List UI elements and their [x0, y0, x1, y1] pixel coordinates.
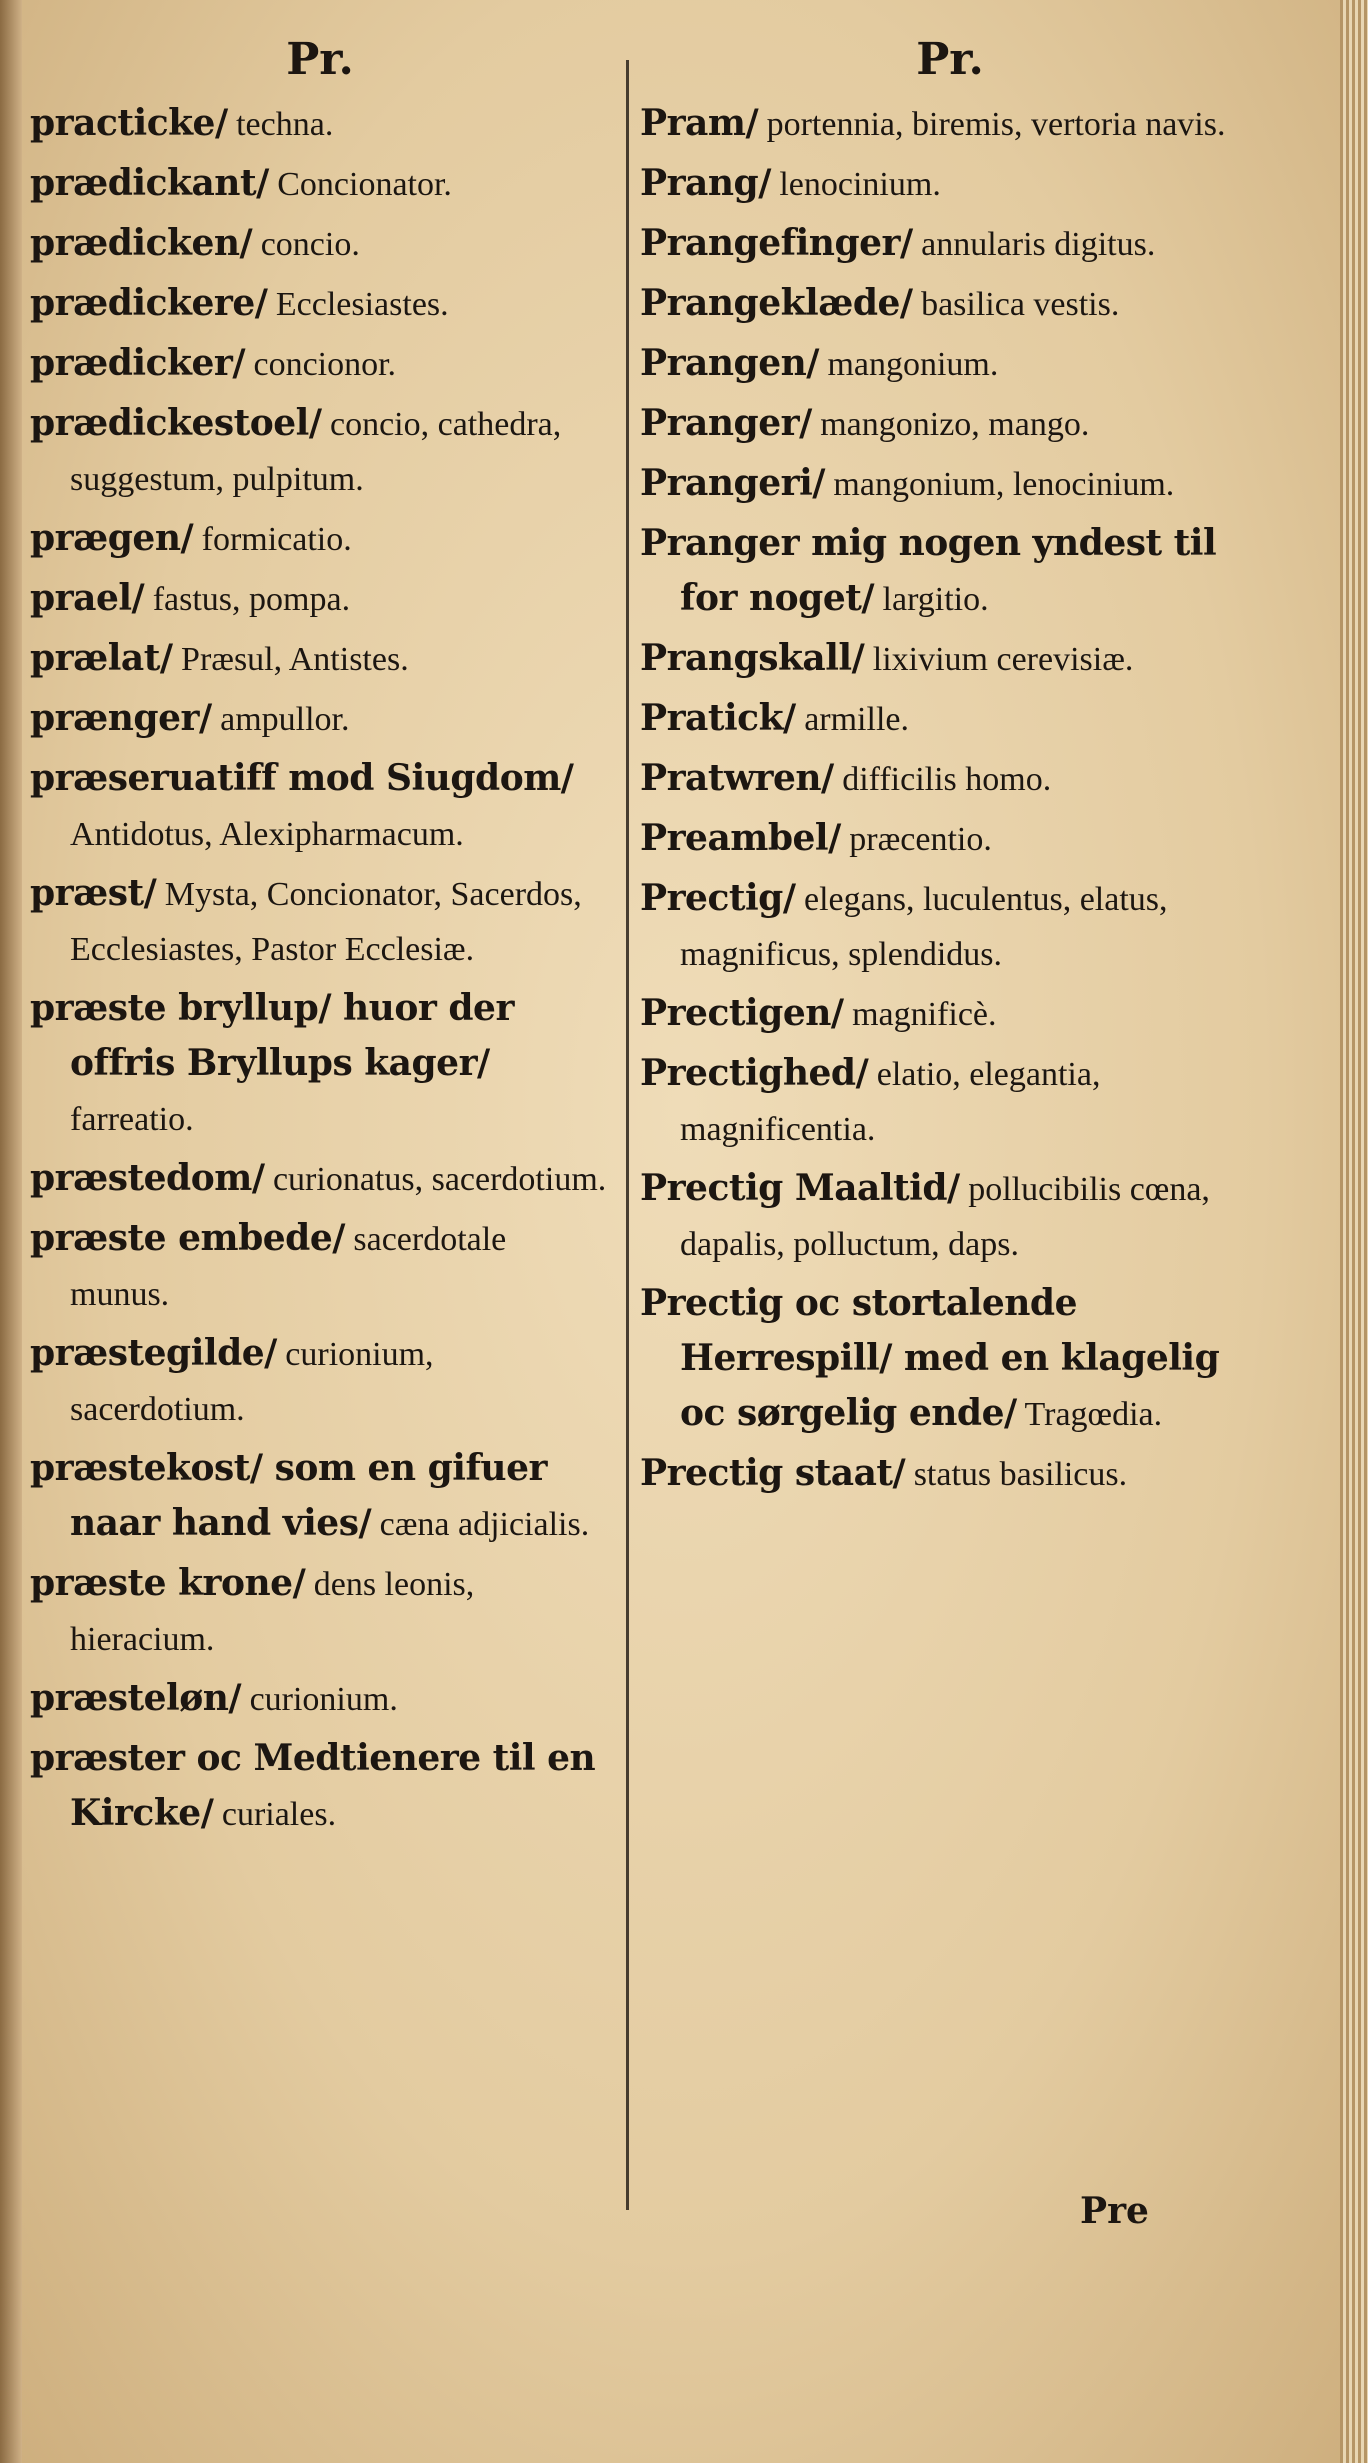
- entry-headword: prædickant/: [30, 162, 269, 204]
- entry-headword: præste embede/: [30, 1217, 345, 1259]
- entry-translation: Concionator.: [268, 166, 452, 203]
- entry-headword: præster oc Medtienere til en Kircke/: [30, 1737, 596, 1834]
- entry-translation: basilica vestis.: [912, 286, 1120, 323]
- dictionary-entry: [640, 811, 1260, 867]
- entry-headword: Prangskall/: [640, 637, 865, 679]
- entry-headword: prægen/: [30, 517, 194, 559]
- entry-headword: Pranger mig nogen yndest til for noget/: [640, 522, 1217, 619]
- dictionary-entry: [640, 96, 1260, 152]
- page-edges: [1340, 0, 1368, 2463]
- entry-headword: Pram/: [640, 102, 759, 144]
- right-column-header: Pr.: [916, 34, 984, 85]
- entry-headword: prædicker/: [30, 342, 245, 384]
- entry-headword: præsteløn/: [30, 1677, 242, 1719]
- dictionary-entry: [30, 571, 610, 627]
- dictionary-entry: [640, 1446, 1260, 1502]
- entry-headword: præstedom/: [30, 1157, 265, 1199]
- entry-translation: pollucibilis cœna, dapalis, polluctum, daps.: [680, 1171, 1210, 1263]
- entry-translation: largitio.: [874, 581, 989, 618]
- dictionary-entry: [640, 1046, 1260, 1157]
- entry-headword: Prang/: [640, 162, 771, 204]
- entry-translation: concionor.: [244, 346, 397, 383]
- entry-headword: præste krone/: [30, 1562, 306, 1604]
- dictionary-entry: [30, 1211, 610, 1322]
- entry-headword: Preambel/: [640, 817, 841, 859]
- dictionary-entry: [640, 336, 1260, 392]
- entry-translation: præcentio.: [840, 821, 992, 858]
- entry-headword: prælat/: [30, 637, 173, 679]
- column-divider: [626, 60, 629, 2210]
- catchword: Pre: [1080, 2190, 1149, 2232]
- dictionary-entry: [30, 511, 610, 567]
- entry-headword: Prectig Maaltid/: [640, 1167, 960, 1209]
- entry-headword: prædickestoel/: [30, 402, 322, 444]
- entry-translation: Antidotus, Alexipharmacum.: [70, 816, 464, 853]
- dictionary-entry: [640, 871, 1260, 982]
- entry-translation: mangonium.: [818, 346, 999, 383]
- entry-headword: Prangeklæde/: [640, 282, 913, 324]
- entry-headword: Pranger/: [640, 402, 812, 444]
- entry-translation: concio.: [252, 226, 360, 263]
- entry-headword: præstegilde/: [30, 1332, 277, 1374]
- dictionary-entry: [30, 981, 610, 1147]
- entry-headword: practicke/: [30, 102, 228, 144]
- dictionary-entry: [30, 396, 610, 507]
- dictionary-entry: [30, 1671, 610, 1727]
- entry-headword: præste bryllup/ huor der offris Bryllups kager/: [30, 987, 514, 1084]
- dictionary-entry: [640, 691, 1260, 747]
- right-column: [640, 30, 1260, 2313]
- entry-translation: Mysta, Concionator, Sacerdos, Ecclesiastes, Pastor Ecclesiæ.: [70, 876, 582, 968]
- entry-translation: curionium, sacerdotium.: [70, 1336, 434, 1428]
- entry-headword: præseruatiff mod Siugdom/: [30, 757, 574, 799]
- entry-headword: Prangen/: [640, 342, 819, 384]
- entry-headword: Pratwren/: [640, 757, 834, 799]
- entry-headword: præstekost/ som en gifuer naar hand vies/: [30, 1447, 547, 1544]
- entry-translation: elegans, luculentus, elatus, magnificus, splendidus.: [680, 881, 1168, 973]
- entry-translation: lenocinium.: [770, 166, 941, 203]
- dictionary-entry: [640, 216, 1260, 272]
- dictionary-entry: [640, 456, 1260, 512]
- entry-translation: mangonizo, mango.: [811, 406, 1090, 443]
- dictionary-entry: [640, 156, 1260, 212]
- dictionary-entry: [30, 216, 610, 272]
- entry-translation: annularis digitus.: [912, 226, 1156, 263]
- dictionary-entry: [30, 1441, 610, 1552]
- dictionary-entry: [640, 986, 1260, 1042]
- entry-headword: Prangeri/: [640, 462, 825, 504]
- entry-translation: dens leonis, hieracium.: [70, 1566, 475, 1658]
- dictionary-entry: [30, 156, 610, 212]
- entry-translation: ampullor.: [211, 701, 350, 738]
- entry-translation: mangonium, lenocinium.: [824, 466, 1175, 503]
- entry-headword: prænger/: [30, 697, 212, 739]
- entry-headword: Prangefinger/: [640, 222, 913, 264]
- entry-translation: sacerdotale munus.: [70, 1221, 507, 1313]
- entry-translation: armille.: [795, 701, 909, 738]
- dictionary-entry: [640, 1276, 1260, 1442]
- entry-headword: prael/: [30, 577, 145, 619]
- entry-headword: præst/: [30, 872, 157, 914]
- dictionary-entry: [30, 96, 610, 152]
- entry-translation: techna.: [227, 106, 334, 143]
- entry-translation: Præsul, Antistes.: [172, 641, 409, 678]
- entry-headword: Prectig/: [640, 877, 796, 919]
- entry-translation: difficilis homo.: [833, 761, 1052, 798]
- left-column-header: Pr.: [286, 34, 354, 85]
- dictionary-entry: [30, 1731, 610, 1842]
- entry-headword: prædicken/: [30, 222, 253, 264]
- entry-translation: curiales.: [213, 1796, 337, 1833]
- entry-translation: portennia, biremis, vertoria navis.: [758, 106, 1226, 143]
- left-column: [30, 30, 610, 2313]
- entry-translation: farreatio.: [70, 1101, 194, 1138]
- dictionary-entry: [30, 751, 610, 862]
- entry-headword: Prectigen/: [640, 992, 844, 1034]
- entry-headword: Prectig oc stortalende Herrespill/ med en klagelig oc sørgelig ende/: [640, 1282, 1220, 1434]
- dictionary-entry: [30, 1151, 610, 1207]
- entry-translation: magnificè.: [843, 996, 997, 1033]
- entry-translation: fastus, pompa.: [144, 581, 351, 618]
- dictionary-entry: [30, 631, 610, 687]
- dictionary-entry: [640, 516, 1260, 627]
- binding-shadow: [0, 0, 22, 2463]
- dictionary-entry: [30, 336, 610, 392]
- entry-headword: Prectighed/: [640, 1052, 869, 1094]
- entry-translation: cæna adjicialis.: [371, 1506, 590, 1543]
- entry-headword: prædickere/: [30, 282, 268, 324]
- dictionary-entry: [640, 1161, 1260, 1272]
- entry-translation: lixivium cerevisiæ.: [864, 641, 1134, 678]
- entry-translation: curionatus, sacerdotium.: [264, 1161, 607, 1198]
- entry-translation: status basilicus.: [905, 1456, 1128, 1493]
- dictionary-entry: [640, 396, 1260, 452]
- entry-translation: curionium.: [241, 1681, 398, 1718]
- entry-translation: elatio, elegantia, magnificentia.: [680, 1056, 1101, 1148]
- dictionary-entry: [30, 1326, 610, 1437]
- entry-headword: Prectig staat/: [640, 1452, 906, 1494]
- dictionary-entry: [30, 1556, 610, 1667]
- dictionary-entry: [640, 631, 1260, 687]
- dictionary-entry: [30, 276, 610, 332]
- dictionary-entry: [640, 751, 1260, 807]
- entry-translation: concio, cathedra, suggestum, pulpitum.: [70, 406, 562, 498]
- left-entry-list: [30, 96, 610, 1842]
- dictionary-entry: [30, 691, 610, 747]
- entry-headword: Pratick/: [640, 697, 796, 739]
- entry-translation: formicatio.: [193, 521, 352, 558]
- entry-translation: Ecclesiastes.: [267, 286, 449, 323]
- entry-translation: Tragœdia.: [1016, 1396, 1163, 1433]
- dictionary-entry: [30, 866, 610, 977]
- right-entry-list: [640, 96, 1260, 1502]
- dictionary-entry: [640, 276, 1260, 332]
